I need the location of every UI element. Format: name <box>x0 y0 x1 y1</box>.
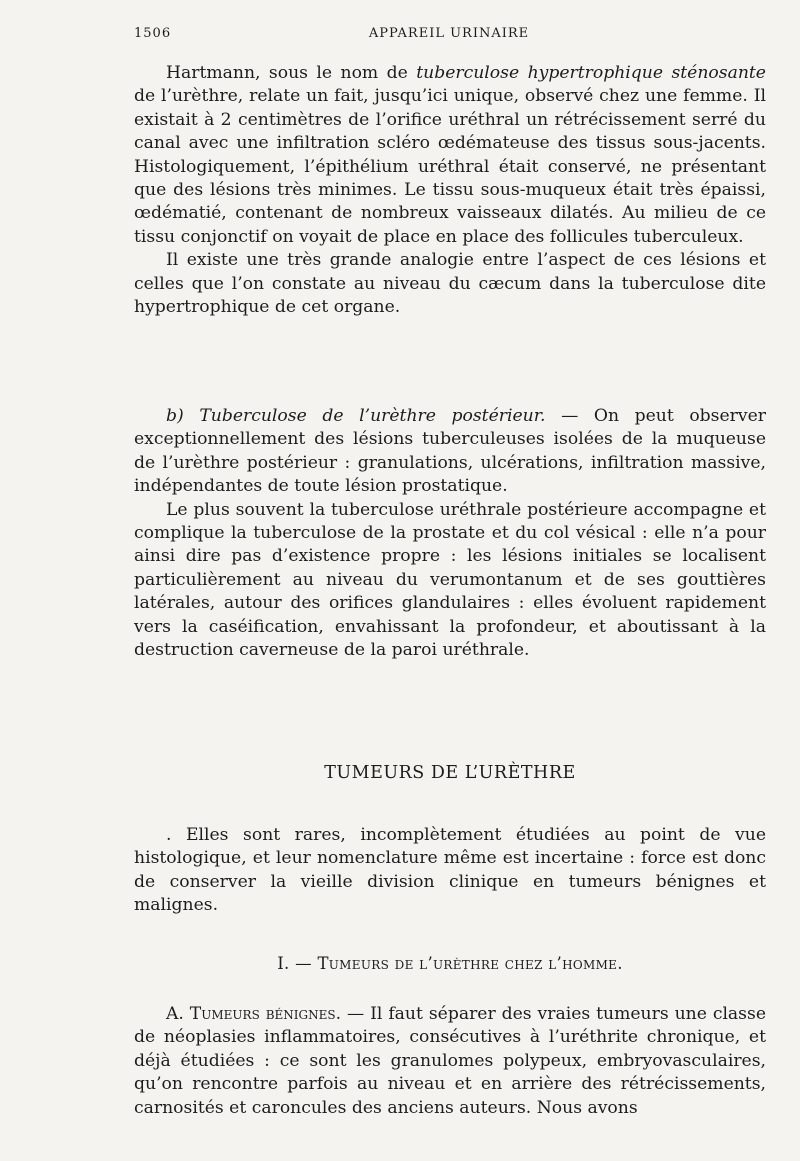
paragraph <box>134 62 766 249</box>
paragraph-text: de l’urèthre, relate un fait, jusqu’ici unique, observé chez une femme. Il existait à 2 centimètres de l’orifice uréthral un rétrécissement serré du canal avec une infiltration scléro œdémateuse des tissus sous-jacents. Histologiquement, l’épithélium uréthral était conservé, ne présentant que des lésions très minimes. Le tissu sous-muqueux était très épaissi, œdématié, contenant de nombreux vaisseaux dilatés. Au milieu de ce tissu conjonctif on voyait de place en place des follicules tuberculeux. <box>134 86 766 247</box>
page-number: 1506 <box>134 26 172 41</box>
section-label: A. Tumeurs bénignes. <box>166 1004 342 1024</box>
paragraph <box>134 1003 766 1120</box>
paragraph-text: — Il faut séparer des vraies tumeurs une classe de néoplasies inflammatoires, consécutives à l’uréthrite chronique, et déjà étudiées : ce sont les granulomes polypeux, embryovasculaires, qu’on rencontre parfois au niveau et en arrière des rétrécissements, carnosités et caroncules des anciens auteurs. Nous avons <box>134 1004 766 1118</box>
section-hypertrophic-tuberculosis <box>134 62 766 319</box>
chapter-heading: TUMEURS DE L’URÈTHRE <box>324 763 576 783</box>
section-label: b) <box>166 406 184 426</box>
section-posterior-urethra <box>134 405 766 662</box>
paragraph-text: Hartmann, sous le nom de <box>166 63 417 83</box>
section-tumors-intro <box>134 824 766 918</box>
sub-heading-title: Tumeurs de l’urèthre chez l’homme. <box>317 954 623 973</box>
paragraph: . Elles sont rares, incomplètement étudiées au point de vue histologique, et leur nomenclature même est incertaine : force est donc de conserver la vieille division clinique en tumeurs bénignes et malignes. <box>134 825 766 916</box>
section-benign-tumors <box>134 1003 766 1120</box>
paragraph <box>134 405 766 499</box>
running-title: APPAREIL URINAIRE <box>368 26 530 41</box>
sub-heading <box>134 954 766 973</box>
page-header <box>134 26 764 48</box>
sub-heading-numeral: I. — <box>277 954 312 973</box>
section-title: Tuberculose de l’urèthre postérieur. <box>199 406 546 426</box>
emphasis-term: tuberculose hypertrophique sténosante <box>416 63 766 83</box>
paragraph: Le plus souvent la tuberculose uréthrale postérieure accompagne et complique la tuberculose de la prostate et du col vésical : elle n’a pour ainsi dire pas d’existence propre : les lésions initiales se localisent particulièrement au niveau du verumontanum et de ses gouttières latérales, autour des orifices glandulaires : elles évoluent rapidement vers la caséification, envahissant la profondeur, et aboutissant à la destruction caverneuse de la paroi uréthrale. <box>134 499 766 661</box>
paragraph-text: — On peut observer exceptionnellement des lésions tuberculeuses isolées de la muqueuse de l’urèthre postérieur : granulations, ulcérations, infiltration massive, indépendantes de toute lésion prostatique. <box>134 406 766 497</box>
paragraph: Il existe une très grande analogie entre l’aspect de ces lésions et celles que l’on constate au niveau du cæcum dans la tuberculose dite hypertrophique de cet organe. <box>134 250 766 318</box>
